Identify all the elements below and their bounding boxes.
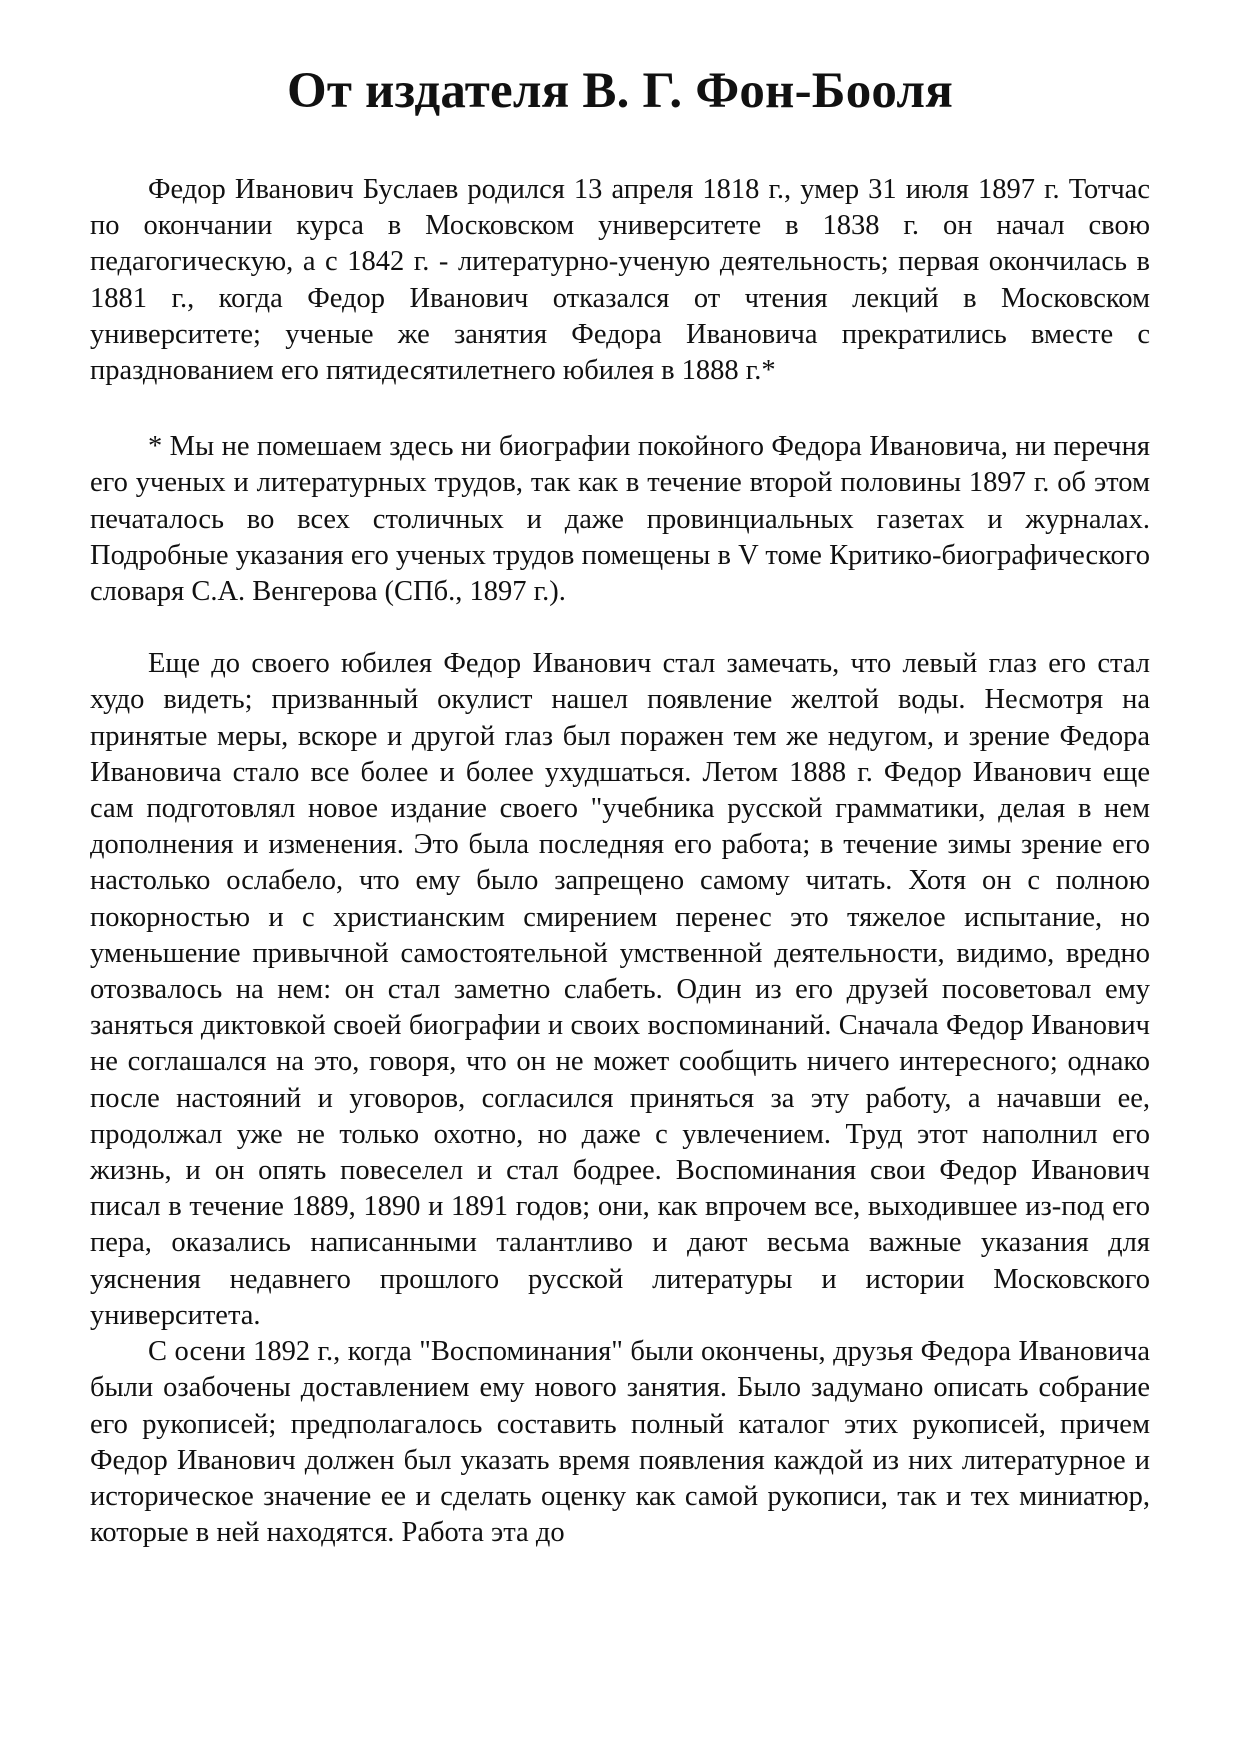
paragraph-illness: Еще до своего юбилея Федор Иванович стал замечать, что левый глаз его стал худо видеть; призванный окулист нашел появление желтой воды. Несмотря на принятые меры, вскоре и другой глаз был поражен тем же недугом, и зрение Федора Ивановича стало все более и более ухудшаться. Летом 1888 г. Федор Иванович еще сам подготовлял новое издание своего "учебника русской грамматики, делая в нем дополнения и изменения. Это была последняя его работа; в течение зимы зрение его настолько ослабело, что ему было запрещено самому читать. Хотя он с полною покорностью и с христианским смирением перенес это тяжелое испытание, но уменьшение привычной самостоятельной умственной деятельности, видимо, вредно отозвалось на нем: он стал заметно слабеть. Один из его друзей посоветовал ему заняться диктовкой своей биографии и своих воспоминаний. Сначала Федор Иванович не соглашался на это, говоря, что он не может сообщить ничего интересного; однако после настояний и уговоров, согласился приняться за эту работу, а начавши ее, продолжал уже не только охотно, но даже с увлечением. Труд этот наполнил его жизнь, и он опять повеселел и стал бодрее. Воспоминания свои Федор Иванович писал в течение 1889, 1890 и 1891 годов; они, как впрочем все, выходившее из-под его пера, оказались написанными талантливо и дают весьма важные указания для уяснения недавнего прошлого русской литературы и истории Московского университета. <box>90 648 1150 1331</box>
footnote-paragraph: * Мы не помешаем здесь ни биографии покойного Федора Ивановича, ни перечня его ученых и литературных трудов, так как в течение второй половины 1897 г. об этом печаталось во всех столичных и даже провинциальных газетах и журналах. Подробные указания его ученых трудов помещены в V томе Критико-биографического словаря С.А. Венгерова (СПб., 1897 г.). <box>90 431 1150 608</box>
paragraph-manuscripts: С осени 1892 г., когда "Воспоминания" были окончены, друзья Федора Ивановича были озабочены доставлением ему нового занятия. Было задумано описать собрание его рукописей; предполагалось составить полный каталог этих рукописей, причем Федор Иванович должен был указать время появления каждой из них литературное и историческое значение ее и сделать оценку как самой рукописи, так и тех миниатюр, которые в ней находятся. Работа эта до <box>90 1336 1150 1549</box>
paragraph-intro: Федор Иванович Буслаев родился 13 апреля 1818 г., умер 31 июля 1897 г. Тотчас по окончании курса в Московском университете в 1838 г. он начал свою педагогическую, а с 1842 г. - литературно-ученую деятельность; первая окончилась в 1881 г., когда Федор Иванович отказался от чтения лекций в Московском университете; ученые же занятия Федора Ивановича прекратились вместе с празднованием его пятидесятилетнего юбилея в 1888 г.* <box>90 174 1150 387</box>
document-page <box>90 58 1150 1551</box>
page-title: От издателя В. Г. Фон-Бооля <box>286 63 954 119</box>
